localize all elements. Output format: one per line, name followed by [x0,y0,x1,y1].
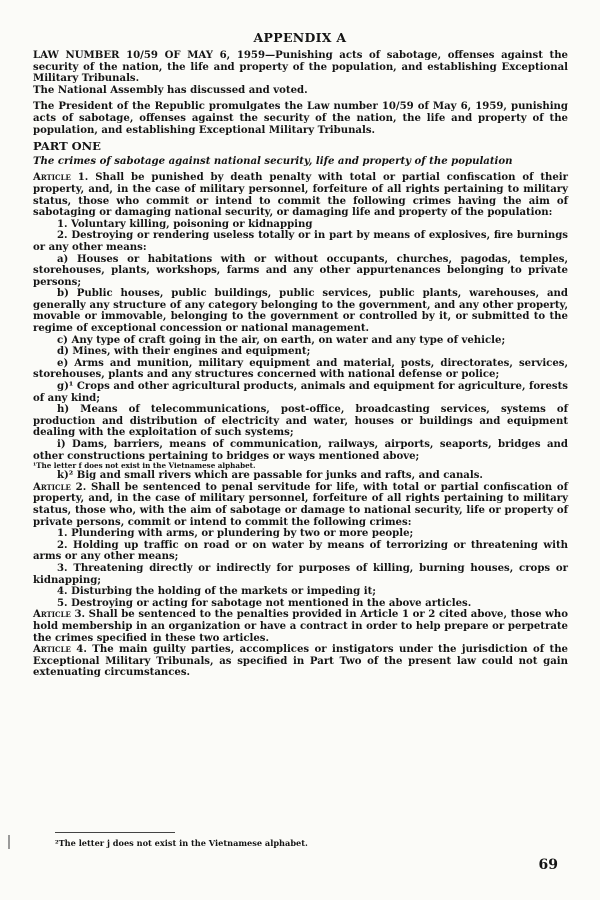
article-2-item-2: 2. Holding up traffic on road or on water by means of terrorizing or threatening with arms or any other means; [33,538,568,563]
article-label: Article [33,643,71,656]
article-2-item-5: 5. Destroying or acting for sabotage not mentioned in the above articles. [57,596,472,609]
article-1-item-h: h) Means of telecommunications, post-office, broadcasting services, systems of production and distribution of electricity and water, houses or buildings and equipment dealing with the exploitation of such systems; [33,403,568,439]
article-2-item-4: 4. Disturbing the holding of the markets or impeding it; [57,585,376,598]
bottom-footnote: ²The letter j does not exist in the Vietnamese alphabet. [55,838,308,848]
law-heading: LAW NUMBER 10/59 OF MAY 6, 1959—Punishing acts of sabotage, offenses against the security of the nation, the life and property of the population, and establishing Exceptional Military Tribunals. [33,49,568,85]
article-1-item-1: 1. Voluntary killing, poisoning or kidnapping [57,217,313,230]
inline-footnote: ¹The letter f does not exist in the Vietnamese alphabet. [33,461,256,471]
part-one-heading: PART ONE [33,139,101,154]
article-1-item-i: i) Dams, barriers, means of communication, railways, airports, seaports, bridges and other constructions pertaining to bridges or ways mentioned above; [33,438,568,462]
article-text: 1. Shall be punished by death penalty with total or partial confiscation of their property, and, in the case of military personnel, forfeiture of all rights pertaining to military status, those who commit or intend to commit the following crimes having the aim of sabotaging or damaging national security, or damaging life and property of the population: [33,171,568,219]
article-4 [33,644,568,679]
scan-margin-mark [8,835,10,849]
page-number: 69 [538,857,558,873]
article-1 [33,172,568,218]
article-1-item-g: g)¹ Crops and other agricultural products, animals and equipment for agriculture, forests of any kind; [33,380,568,404]
footnote-divider [55,832,175,833]
article-1-item-k: k)² Big and small rivers which are passable for junks and rafts, and canals. [57,469,483,482]
article-text: 3. Shall be sentenced to the penalties provided in Article 1 or 2 cited above, those who hold membership in an organization or have a contract in order to help prepare or perpetrate the crimes specified in these two articles. [33,608,568,644]
article-label: Article [33,480,71,493]
appendix-title: APPENDIX A [253,30,347,45]
document-body [33,50,568,679]
article-1-item-c: c) Any type of craft going in the air, on earth, on water and any type of vehicle; [57,333,506,346]
article-2-item-1: 1. Plundering with arms, or plundering by two or more people; [57,527,414,540]
article-label: Article [33,171,71,184]
article-2 [33,482,568,528]
article-label: Article [33,608,71,621]
part-one-subtitle: The crimes of sabotage against national security, life and property of the population [33,154,513,167]
article-1-item-2: 2. Destroying or rendering useless totally or in part by means of explosives, fire burnings or any other means: [33,229,568,253]
article-text: 2. Shall be sentenced to penal servitude for life, with total or partial confiscation of property, and, in the case of military personnel, forfeiture of all rights pertaining to military status, those who, with the aim of sabotage or damage to national security, life or property of private persons, commit or intend to commit the following crimes: [33,480,568,528]
article-text: 4. The main guilty parties, accomplices or instigators under the jurisdiction of the Exceptional Military Tribunals, as specified in Part Two of the present law could not gain extenuating circumstances. [33,643,568,679]
article-1-item-d: d) Mines, with their engines and equipment; [57,345,311,358]
article-1-item-a: a) Houses or habitations with or without occupants, churches, pagodas, temples, storehouses, plants, workshops, farms and any other appurtenances belonging to private persons; [33,252,568,288]
article-1-item-e: e) Arms and munition, military equipment and material, posts, directorates, services, storehouses, plants and any structures concerned with national defense or police; [33,356,568,381]
assembly-statement: The National Assembly has discussed and voted. [33,83,308,96]
article-3 [33,609,568,644]
article-1-item-b: b) Public houses, public buildings, public services, public plants, warehouses, and generally any structure of any category belonging to the government, and any other property, movable or immovable, belonging to the government or controlled by it, or submitted to the regime of exceptional concession or national management. [33,287,568,335]
promulgation-paragraph: The President of the Republic promulgates the Law number 10/59 of May 6, 1959, punishing acts of sabotage, offenses against the security of the nation, the life and property of the population, and establishing Exceptional Military Tribunals. [33,100,568,136]
article-2-item-3: 3. Threatening directly or indirectly for purposes of killing, burning houses, crops or kidnapping; [33,561,568,586]
